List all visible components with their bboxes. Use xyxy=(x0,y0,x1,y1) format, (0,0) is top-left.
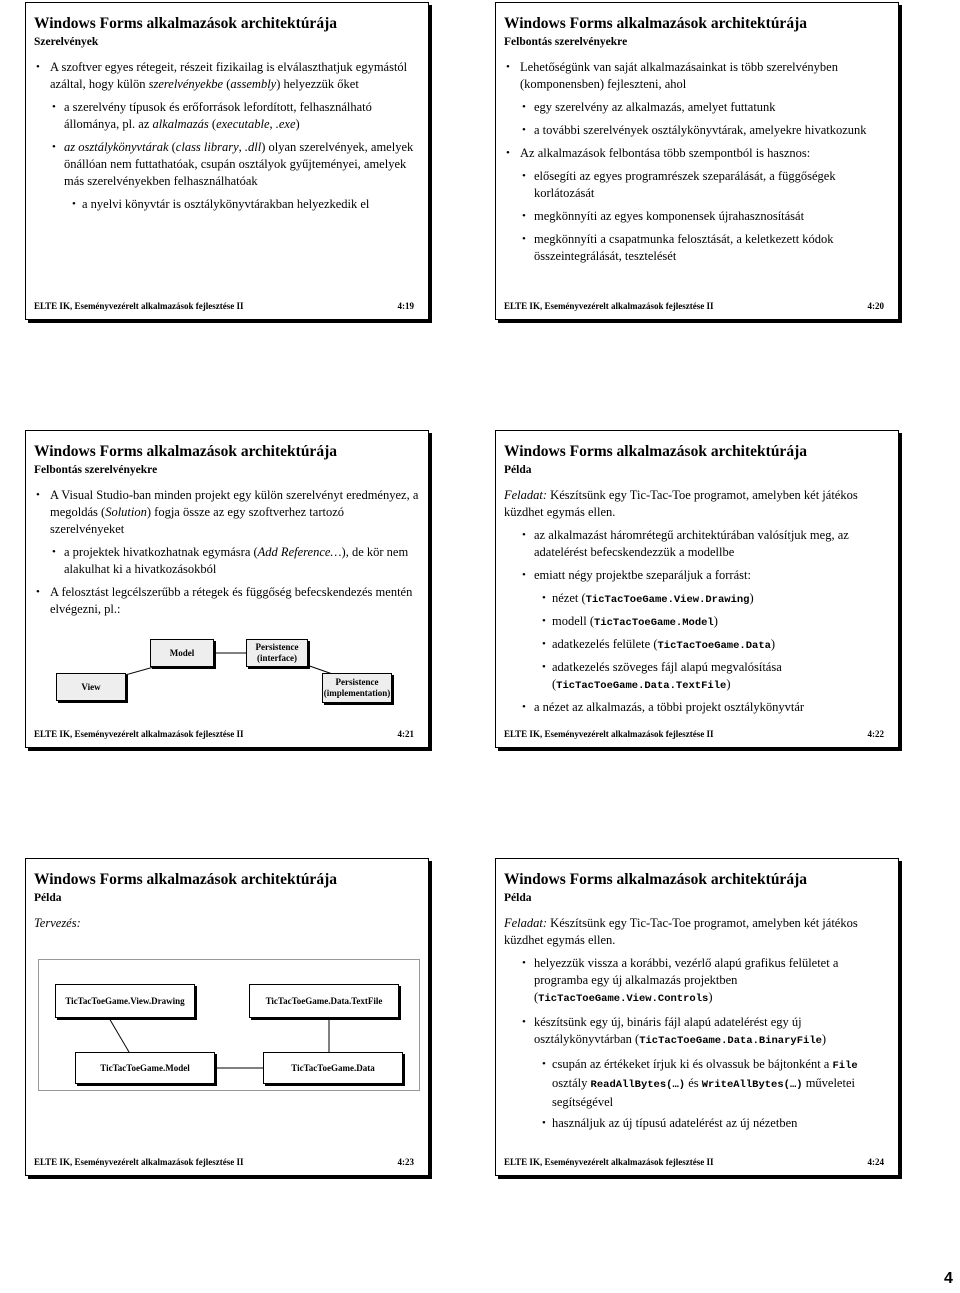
bullet: • nézet (TicTacToeGame.View.Drawing) xyxy=(504,590,890,609)
bullet: • a további szerelvények osztálykönyvtárak, amelyekre hivatkozunk xyxy=(504,122,890,139)
bullet: • az osztálykönyvtárak (class library, .dll) olyan szerelvények, amelyek önállóan nem futtathatóak, csupán osztályok gyűjteményei, amelyek más szerelvényekben felhasználhatóak xyxy=(34,139,420,190)
bullet: • készítsünk egy új, bináris fájl alapú adatelérést egy új osztálykönyvtárban (TicTacToeGame.Data.BinaryFile) xyxy=(504,1014,890,1050)
slide-number: 4:19 xyxy=(397,301,414,311)
slide-number: 4:22 xyxy=(867,729,884,739)
bullet: • a szerelvény típusok és erőforrások lefordított, felhasználható állománya, pl. az alkalmazás (executable, .exe) xyxy=(34,99,420,133)
bullet: • a nézet az alkalmazás, a többi projekt osztálykönyvtár xyxy=(504,699,890,716)
slide-content xyxy=(504,915,890,1136)
bullet: • modell (TicTacToeGame.Model) xyxy=(504,613,890,632)
slide-footer: ELTE IK, Eseményvezérelt alkalmazások fejlesztése II 4:19 xyxy=(34,301,414,311)
bullet: • megkönnyíti a csapatmunka felosztását, a keletkezett kódok összeintegrálását, tesztelését xyxy=(504,231,890,265)
slide-subtitle: Példa xyxy=(504,892,532,904)
bullet: • adatkezelés felülete (TicTacToeGame.Data) xyxy=(504,636,890,655)
slide-number: 4:24 xyxy=(867,1157,884,1167)
slide-content xyxy=(34,487,420,624)
bullet: • emiatt négy projektbe szeparáljuk a forrást: xyxy=(504,567,890,584)
slide-number: 4:23 xyxy=(397,1157,414,1167)
bullet: • A szoftver egyes rétegeit, részeit fizikailag is elválaszthatjuk egymástól azáltal, hogy külön szerelvényekbe (assembly) helyezzük őket xyxy=(34,59,420,93)
bullet: • helyezzük vissza a korábbi, vezérlő alapú grafikus felületet a programba egy új alkalmazás projektben (TicTacToeGame.View.Controls) xyxy=(504,955,890,1008)
diagram-box-persistence-implementation: Persistence (implementation) xyxy=(322,673,392,703)
page-number: 4 xyxy=(944,1270,953,1287)
bullet: • az alkalmazást háromrétegű architektúrában valósítjuk meg, az adatelérést befecskendezzük a modellbe xyxy=(504,527,890,561)
bullet: • használjuk az új típusú adatelérést az új nézetben xyxy=(504,1115,890,1132)
slide-footer: ELTE IK, Eseményvezérelt alkalmazások fejlesztése II 4:23 xyxy=(34,1157,414,1167)
design-label: Tervezés: xyxy=(34,916,81,930)
slide-4-23 xyxy=(25,858,429,1176)
slide-4-20 xyxy=(495,2,899,320)
slide-subtitle: Felbontás szerelvényekre xyxy=(34,464,158,476)
slide-footer: ELTE IK, Eseményvezérelt alkalmazások fejlesztése II 4:24 xyxy=(504,1157,884,1167)
slide-4-19 xyxy=(25,2,429,320)
slide-footer: ELTE IK, Eseményvezérelt alkalmazások fejlesztése II 4:22 xyxy=(504,729,884,739)
diagram-box-data-textfile: TicTacToeGame.Data.TextFile xyxy=(249,984,399,1018)
bullet: • A felosztást legcélszerűbb a rétegek és függőség befecskendezés mentén elvégezni, pl.: xyxy=(34,584,420,618)
slide-4-24 xyxy=(495,858,899,1176)
task-text: Feladat: Készítsünk egy Tic-Tac-Toe programot, amelyben két játékos küzdhet egymás ellen. xyxy=(504,488,858,519)
bullet: • A Visual Studio-ban minden projekt egy külön szerelvényt eredményez, a megoldás (Solution) fogja össze az egy szoftverhez tartozó szerelvényeket xyxy=(34,487,420,538)
slide-4-21 xyxy=(25,430,429,748)
slide-footer: ELTE IK, Eseményvezérelt alkalmazások fejlesztése II 4:20 xyxy=(504,301,884,311)
slide-content xyxy=(34,915,420,932)
bullet: • csupán az értékeket írjuk ki és olvassuk be bájtonként a File osztály ReadAllBytes(…) és WriteAllBytes(…) műveletei segítségével xyxy=(504,1056,890,1111)
bullet: • Lehetőségünk van saját alkalmazásainkat is több szerelvényben (komponensben) fejleszteni, ahol xyxy=(504,59,890,93)
bullet: • egy szerelvény az alkalmazás, amelyet futtatunk xyxy=(504,99,890,116)
class-diagram xyxy=(38,959,420,1091)
diagram-box-model: TicTacToeGame.Model xyxy=(75,1052,215,1084)
slide-subtitle: Szerelvények xyxy=(34,36,99,48)
diagram-box-data: TicTacToeGame.Data xyxy=(263,1052,403,1084)
bullet: • elősegíti az egyes programrészek szeparálását, a függőségek korlátozását xyxy=(504,168,890,202)
slide-content xyxy=(504,487,890,722)
slide-title: Windows Forms alkalmazások architektúrája xyxy=(504,443,807,460)
diagram-box-view-drawing: TicTacToeGame.View.Drawing xyxy=(55,984,195,1018)
slide-4-22 xyxy=(495,430,899,748)
bullet: • a nyelvi könyvtár is osztálykönyvtárakban helyezkedik el xyxy=(34,196,420,213)
diagram-box-view: View xyxy=(56,673,126,701)
slide-title: Windows Forms alkalmazások architektúrája xyxy=(34,15,337,32)
slide-subtitle: Példa xyxy=(504,464,532,476)
slide-title: Windows Forms alkalmazások architektúrája xyxy=(34,443,337,460)
diagram-box-model: Model xyxy=(150,639,214,667)
architecture-diagram xyxy=(56,629,396,709)
slide-title: Windows Forms alkalmazások architektúrája xyxy=(504,871,807,888)
task-text: Feladat: Készítsünk egy Tic-Tac-Toe programot, amelyben két játékos küzdhet egymás ellen. xyxy=(504,916,858,947)
slide-content xyxy=(504,59,890,271)
slide-title: Windows Forms alkalmazások architektúrája xyxy=(34,871,337,888)
slide-content xyxy=(34,59,420,217)
diagram-box-persistence-interface: Persistence (interface) xyxy=(246,639,308,667)
slide-title: Windows Forms alkalmazások architektúrája xyxy=(504,15,807,32)
slide-number: 4:20 xyxy=(867,301,884,311)
bullet: • megkönnyíti az egyes komponensek újrahasznosítását xyxy=(504,208,890,225)
slide-number: 4:21 xyxy=(397,729,414,739)
bullet: • a projektek hivatkozhatnak egymásra (Add Reference…), de kör nem alakulhat ki a hivatkozásokból xyxy=(34,544,420,578)
bullet: • Az alkalmazások felbontása több szempontból is hasznos: xyxy=(504,145,890,162)
slide-subtitle: Példa xyxy=(34,892,62,904)
bullet: • adatkezelés szöveges fájl alapú megvalósítása (TicTacToeGame.Data.TextFile) xyxy=(504,659,890,695)
slide-footer: ELTE IK, Eseményvezérelt alkalmazások fejlesztése II 4:21 xyxy=(34,729,414,739)
slide-subtitle: Felbontás szerelvényekre xyxy=(504,36,628,48)
